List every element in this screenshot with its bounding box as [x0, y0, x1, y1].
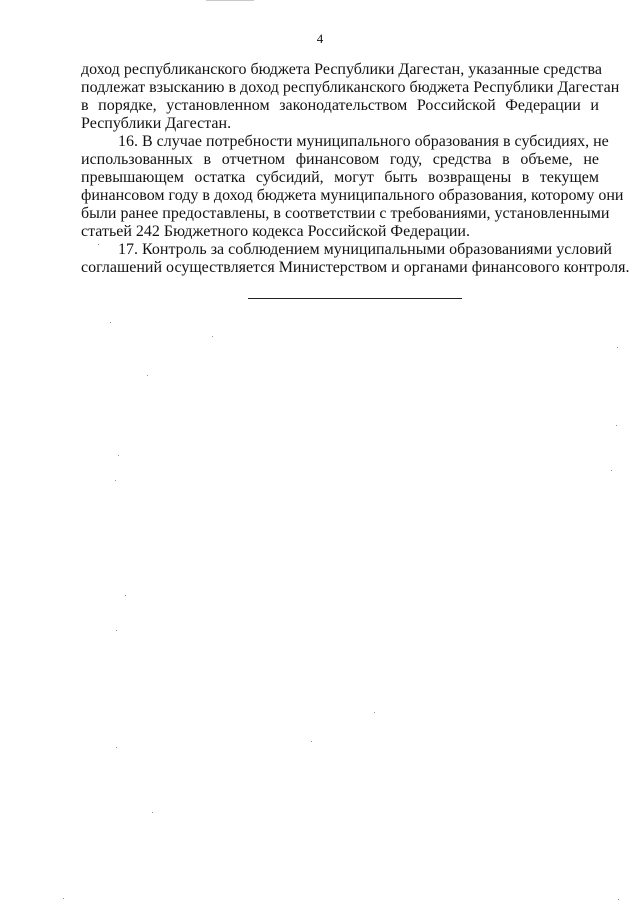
text-line: финансовом году в доход бюджета муниципального образования, которому они [81, 187, 624, 204]
scan-speck [617, 347, 618, 348]
end-separator-line [248, 298, 462, 299]
text-line: использованных в отчетном финансовом году, средства в объеме, не [81, 151, 599, 168]
text-line: статьей 242 Бюджетного кодекса Российской Федерации. [81, 223, 470, 240]
text-line: 16. В случае потребности муниципального образования в субсидиях, не [118, 133, 609, 150]
scan-speck [116, 747, 117, 748]
text-line: соглашений осуществляется Министерством и органами финансового контроля. [81, 259, 630, 276]
text-line: в порядке, установленном законодательством Российской Федерации и [81, 97, 599, 114]
scan-speck [616, 425, 617, 426]
text-line: превышающем остатка субсидий, могут быть возвращены в текущем [81, 169, 599, 186]
scan-speck [212, 336, 213, 337]
scan-speck [618, 899, 619, 900]
scan-speck [311, 741, 312, 742]
scan-speck [125, 595, 126, 596]
text-line: 17. Контроль за соблюдением муниципальными образованиями условий [118, 241, 612, 258]
text-line: подлежат взысканию в доход республиканского бюджета Республики Дагестан [81, 79, 620, 96]
scan-speck [611, 470, 612, 471]
text-line: были ранее предоставлены, в соответствии с требованиями, установленными [81, 205, 610, 222]
scan-speck [110, 322, 111, 323]
scan-edge-mark [206, 0, 254, 1]
scan-speck [63, 898, 64, 899]
scan-speck [152, 812, 153, 813]
text-line: Республики Дагестан. [81, 115, 232, 132]
scan-speck [98, 244, 99, 245]
scan-speck [147, 375, 148, 376]
page-number: 4 [316, 31, 324, 46]
text-line: доход республиканского бюджета Республики Дагестан, указанные средства [81, 61, 602, 78]
scan-speck [116, 630, 117, 631]
scan-speck [118, 455, 119, 456]
scan-speck [115, 480, 116, 481]
scan-speck [374, 712, 375, 713]
